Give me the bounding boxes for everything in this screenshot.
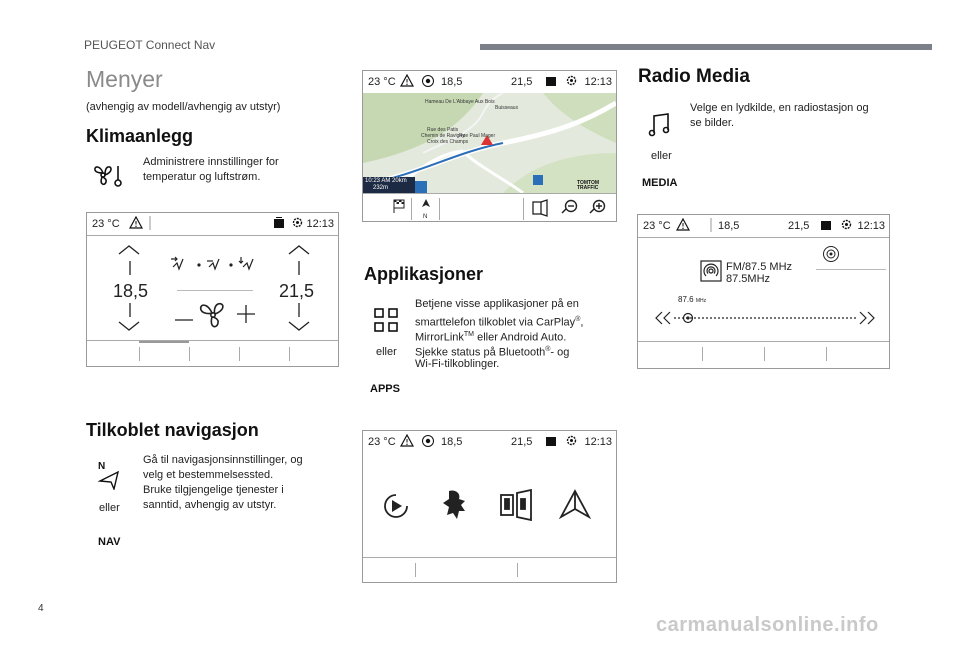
bluetooth-reg-mark: ® (545, 346, 551, 353)
nav-desc-3: Bruke tilgjengelige tjenester i (143, 484, 284, 496)
tuner-freq-label (678, 295, 706, 304)
station-info (726, 261, 792, 285)
apps-grid-icon (374, 308, 398, 337)
status-divider (87, 235, 338, 236)
radio-desc-1: Velge en lydkilde, en radiostasjon og (690, 102, 869, 114)
apps-clock: 12:13 (584, 436, 612, 448)
right-temp-bar (298, 261, 300, 280)
radio-desc-2: se bilder. (690, 117, 735, 129)
fan-decrease-icon[interactable] (175, 309, 193, 327)
nav-desc-2: velg et bestemmelsessted. (143, 469, 274, 481)
right-temp-value: 21,5 (279, 281, 315, 301)
apps-desc-4-text: Sjekke status på Bluetooth (415, 346, 546, 359)
tuner-slider[interactable] (652, 309, 878, 332)
airflow-mode-icons[interactable] (169, 255, 261, 278)
climate-desc-2: temperatur og luftstrøm. (143, 171, 261, 183)
map-screen (362, 70, 617, 222)
station-band: FM/87.5 MHz (726, 261, 793, 273)
header-bar (480, 44, 932, 50)
music-note-icon (648, 112, 672, 143)
map-label-5: Croix des Champs (427, 139, 469, 145)
svg-text:N: N (423, 214, 428, 220)
radio-left-temp: 18,5 (718, 220, 740, 232)
tomtom-logo-line2: TRAFFIC (577, 185, 599, 191)
nav-or: eller (99, 502, 120, 514)
tomtom-traffic-logo (577, 181, 599, 191)
running-header: PEUGEOT Connect Nav (84, 38, 216, 52)
apps-desc-2-text: smarttelefon tilkoblet via CarPlay (415, 316, 576, 329)
tuner-freq-value: 87.6 (678, 295, 694, 304)
map-tab-sep-2 (439, 198, 440, 220)
radio-or: eller (651, 150, 672, 162)
apps-desc-1: Betjene visse applikasjoner på en (415, 298, 579, 310)
map-label-2: Buisseaux (495, 105, 519, 111)
station-frequency: 87.5MHz (726, 273, 771, 285)
map-tab-sep-3 (523, 198, 524, 220)
apps-status-bar (363, 431, 616, 453)
apps-warning-icon (400, 434, 414, 450)
left-temp-value: 18,5 (113, 281, 149, 301)
radio-source-divider (816, 269, 886, 270)
map-bottom-divider (363, 193, 616, 194)
left-temp-down-icon[interactable] (117, 319, 141, 337)
map-label-1: Hameau De L'Abbaye Aux Bois (425, 99, 495, 105)
apps-location-icon (421, 434, 435, 451)
climate-fan-icon (90, 160, 124, 195)
radio-clock: 12:13 (857, 220, 885, 232)
radio-tab-sep-1 (702, 347, 703, 361)
map-status-bar (363, 71, 616, 93)
menus-title: Menyer (86, 66, 163, 92)
map-outside-temp: 23 °C (368, 76, 396, 88)
left-temp-up-icon[interactable] (117, 243, 141, 261)
radio-screen (637, 214, 890, 369)
climate-title: Klimaanlegg (86, 126, 194, 146)
bottom-bar-divider (87, 340, 338, 341)
map-warning-icon (400, 74, 414, 90)
menus-subtitle: (avhengig av modell/avhengig av utstyr) (86, 101, 281, 113)
nav-caption: NAV (98, 536, 121, 548)
map-clock: 12:13 (584, 76, 612, 88)
svg-text:N: N (98, 461, 106, 472)
carplay-reg-mark: ® (575, 316, 581, 323)
radio-bottom-divider (638, 341, 889, 342)
warning-icon (129, 216, 143, 232)
settings-icon[interactable] (291, 216, 304, 232)
map-tab-sep-1 (411, 198, 412, 220)
radio-settings-icon[interactable] (840, 218, 853, 234)
tab-sep-3 (239, 347, 240, 361)
apps-title: Applikasjoner (364, 264, 484, 284)
apps-settings-icon[interactable] (565, 434, 578, 450)
tuner-freq-unit: MHz (695, 298, 707, 304)
zoom-out-icon[interactable] (559, 199, 579, 222)
map-eta: 10:23 AM 20km (365, 178, 407, 184)
page-number: 4 (38, 603, 44, 614)
left-temp-bar (129, 261, 131, 280)
climate-desc-1: Administrere innstillinger for (143, 156, 279, 168)
map-settings-icon[interactable] (565, 74, 578, 90)
tab-sep-4 (289, 347, 290, 361)
android-auto-icon[interactable] (559, 489, 591, 526)
outside-temp: 23 °C (92, 218, 120, 230)
clock: 12:13 (306, 218, 334, 230)
right-temp-down-icon[interactable] (287, 319, 311, 337)
peugeot-lion-icon[interactable] (441, 489, 469, 526)
apps-bottom-divider (363, 557, 616, 558)
radio-station-icon (700, 260, 722, 287)
radio-status-sep (710, 218, 714, 235)
radio-status-divider (638, 237, 889, 238)
radio-tab-sep-3 (826, 347, 827, 361)
carplay-play-icon[interactable] (381, 491, 411, 526)
climate-status-bar (87, 213, 338, 235)
zoom-in-icon[interactable] (587, 199, 607, 222)
tab-sep-2 (189, 347, 190, 361)
radio-right-temp: 21,5 (788, 220, 810, 232)
apps-phone-icon (545, 435, 557, 450)
apps-caption: APPS (370, 383, 400, 395)
mirrorlink-icon[interactable] (499, 489, 533, 526)
apps-tab-sep-2 (517, 563, 518, 577)
nav-arrow-icon (96, 460, 122, 495)
airflow-divider (177, 290, 253, 291)
radio-phone-icon (820, 219, 832, 234)
radio-warning-icon (676, 218, 690, 234)
nav-title: Tilkoblet navigasjon (86, 420, 259, 440)
radio-caption: MEDIA (642, 177, 678, 189)
compass-north-icon[interactable] (420, 198, 432, 225)
radio-outside-temp: 23 °C (643, 220, 671, 232)
map-label-4: Chemin de Ravigny (421, 133, 465, 139)
phone-icon (273, 217, 285, 232)
apps-screen (362, 430, 617, 583)
active-tab-indicator (139, 341, 189, 343)
radio-tab-sep-2 (764, 347, 765, 361)
map-label-6: Rue Paul Mager (459, 133, 496, 139)
apps-desc-5: Wi-Fi-tilkoblinger. (415, 358, 500, 370)
tab-sep-1 (139, 347, 140, 361)
map-distance: 232m (373, 185, 389, 191)
status-separator-icon (149, 216, 153, 233)
map-layers-icon[interactable] (531, 199, 549, 222)
nav-desc-1: Gå til navigasjonsinnstillinger, og (143, 454, 303, 466)
fan-speed-icon (197, 299, 229, 336)
right-temp-up-icon[interactable] (287, 243, 311, 261)
watermark: carmanualsonline.info (656, 614, 879, 636)
nav-desc-4: sanntid, avhengig av utstyr. (143, 499, 277, 511)
apps-tab-sep-1 (415, 563, 416, 577)
map-view[interactable] (363, 93, 616, 193)
apps-desc-4-rest: - og (550, 346, 570, 359)
tomtom-logo-line1: TOMTOM (577, 180, 600, 186)
apps-or: eller (376, 346, 397, 358)
radio-status-bar (638, 215, 889, 237)
map-right-temp: 21,5 (511, 76, 533, 88)
apps-desc-2-comma: , (580, 316, 584, 329)
fan-increase-icon[interactable] (237, 305, 255, 328)
map-location-icon (421, 74, 435, 91)
map-eta-panel (363, 177, 415, 193)
radio-title: Radio Media (638, 66, 750, 87)
apps-right-temp: 21,5 (511, 436, 533, 448)
apps-left-temp: 18,5 (441, 436, 463, 448)
checkered-flag-icon[interactable] (393, 199, 405, 218)
mirrorlink-tm: TM (463, 331, 475, 338)
map-label-3: Rue des Patis (427, 127, 459, 133)
map-phone-icon (545, 75, 557, 90)
apps-outside-temp: 23 °C (368, 436, 396, 448)
map-left-temp: 18,5 (441, 76, 463, 88)
radio-source-icon[interactable] (822, 245, 840, 268)
climate-screen (86, 212, 339, 367)
apps-desc-3-rest: eller Android Auto. (474, 331, 567, 344)
mirrorlink-text: MirrorLink (415, 331, 464, 344)
